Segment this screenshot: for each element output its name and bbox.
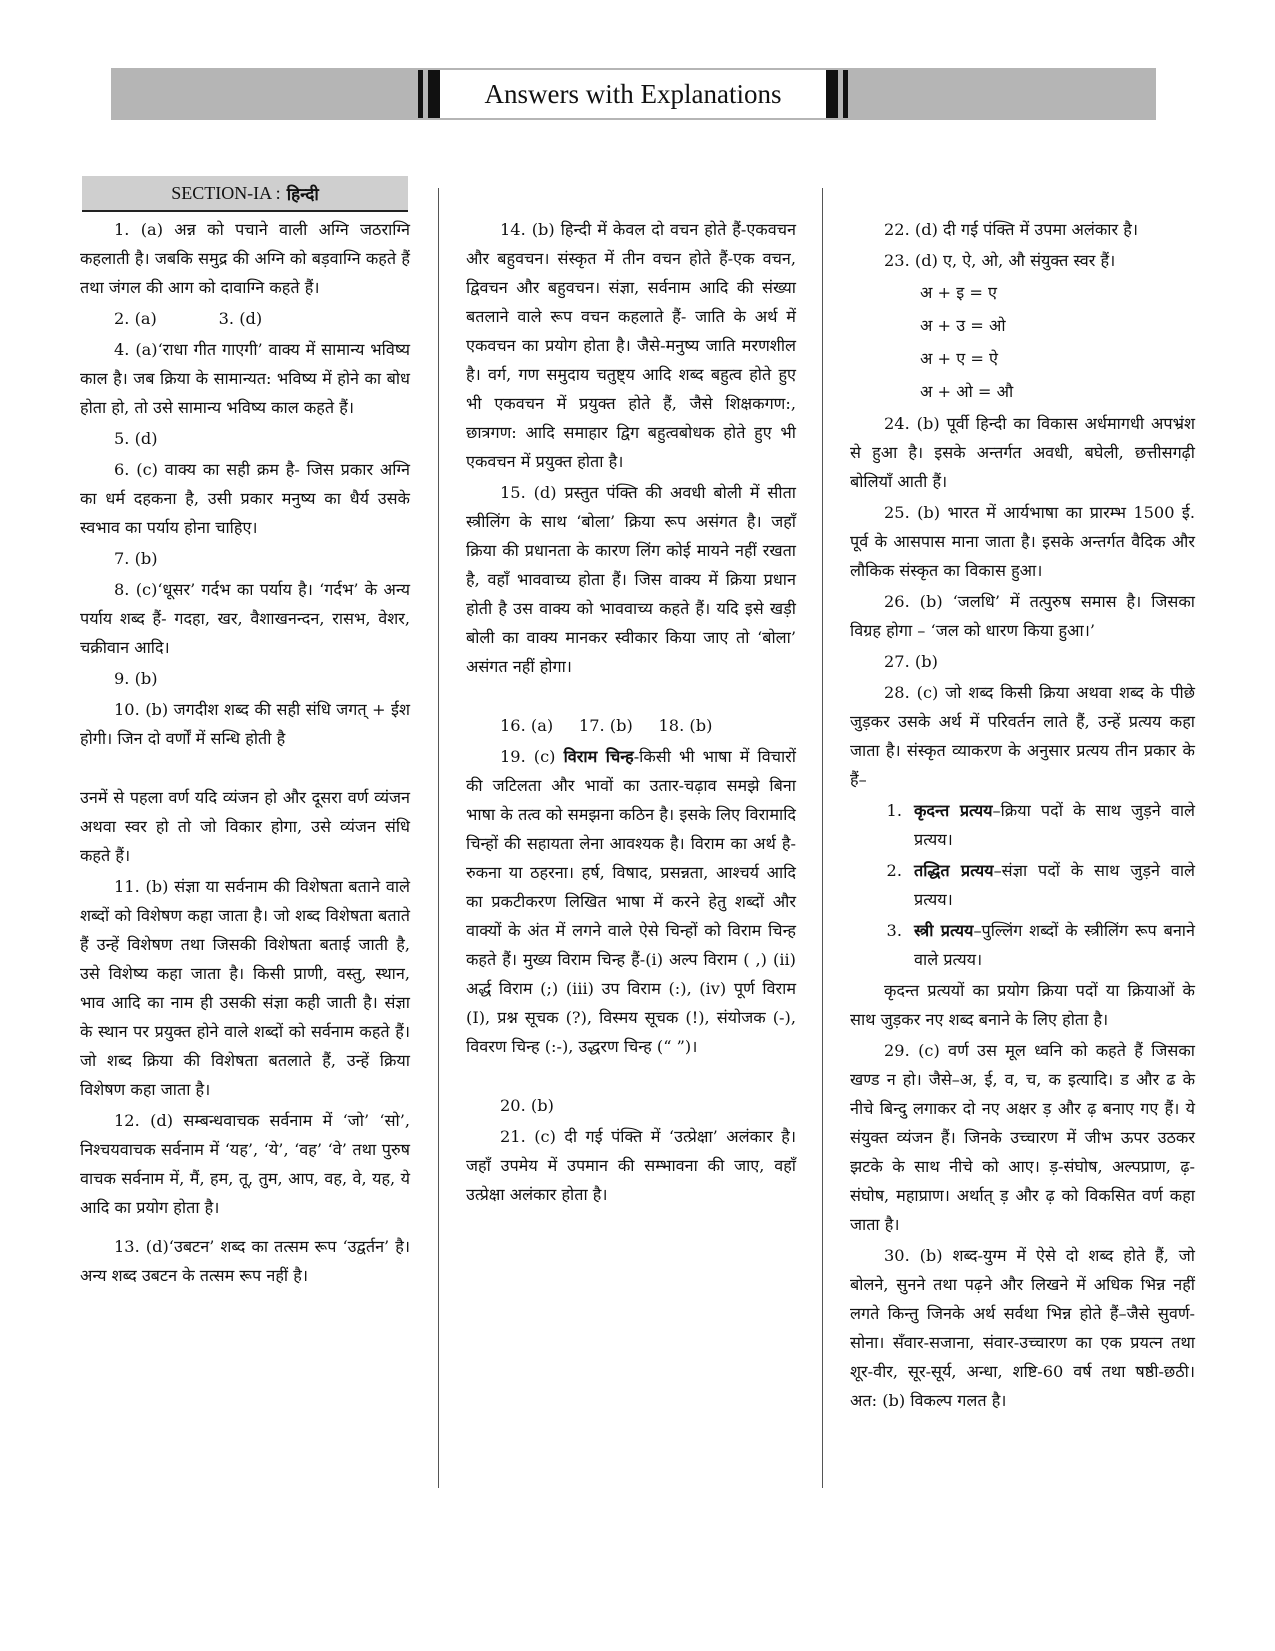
- column-divider-1: [438, 188, 439, 1488]
- answer-19-term: विराम चिन्ह: [563, 747, 634, 766]
- answer-16-18: 16. (a) 17. (b) 18. (b): [500, 716, 713, 735]
- list-num: 1.: [886, 801, 902, 820]
- list-num: 3.: [886, 921, 902, 940]
- section-name: हिन्दी: [286, 184, 319, 205]
- column-2: [466, 215, 796, 1211]
- list-term: कृदन्त प्रत्यय: [914, 801, 993, 820]
- column-1: [80, 215, 410, 1292]
- answer-25: 25. (b) भारत में आर्यभाषा का प्रारम्भ 1500 ई. पूर्व के आसपास माना जाता है। इसके अन्तर्गत वैदिक और लौकिक संस्कृत का विकास हुआ।: [850, 503, 1195, 580]
- answer-1: 1. (a) अन्न को पचाने वाली अग्नि जठराग्नि कहलाती है। जबकि समुद्र की अग्नि को बड़वाग्नि कहते हैं तथा जंगल की आग को दावाग्नि कहते हैं।: [80, 220, 410, 297]
- answer-28-cont: कृदन्त प्रत्ययों का प्रयोग क्रिया पदों या क्रियाओं के साथ जुड़कर नए शब्द बनाने के लिए होता है।: [850, 981, 1195, 1029]
- vowel-sum-1: अ + इ = ए: [920, 283, 997, 302]
- answer-20: 20. (b): [500, 1096, 554, 1115]
- answer-4: 4. (a)‘राधा गीत गाएगी’ वाक्य में सामान्य भविष्य काल है। जब क्रिया के सामान्यत: भविष्य में होने का बोध होता हो, तो उसे सामान्य भविष्य काल कहते हैं।: [80, 340, 410, 417]
- list-num: 2.: [886, 861, 902, 880]
- answer-13: 13. (d)‘उबटन’ शब्द का तत्सम रूप ‘उद्वर्तन’ है। अन्य शब्द उबटन के तत्सम रूप नहीं है।: [80, 1237, 410, 1285]
- list-desc: –क्रिया पदों के साथ जुड़ने वाले प्रत्यय।: [914, 801, 1195, 849]
- vowel-sum-2: अ + उ = ओ: [920, 316, 1006, 335]
- answer-15: 15. (d) प्रस्तुत पंक्ति की अवधी बोली में सीता स्त्रीलिंग के साथ ‘बोला’ क्रिया रूप असंगत है। जहाँ क्रिया की प्रधानता के कारण लिंग कोई मायने नहीं रखता है, वहाँ भाववाच्य होता हैं। जिस वाक्य में क्रिया प्रधान होती है उस वाक्य को भाववाच्य कहते हैं। यदि इसे खड़ी बोली का वाक्य मानकर स्वीकार किया जाए तो ‘बोला’ असंगत नहीं होगा।: [466, 483, 796, 676]
- answer-5: 5. (d): [114, 429, 158, 448]
- vowel-sum-3: अ + ए = ऐ: [920, 349, 998, 368]
- answer-22: 22. (d) दी गई पंक्ति में उपमा अलंकार है।: [884, 220, 1138, 239]
- answer-8: 8. (c)‘धूसर’ गर्दभ का पर्याय है। ‘गर्दभ’ के अन्य पर्याय शब्द हैं- गदहा, खर, वैशाखनन्दन, रासभ, वेशर, चक्रीवान आदि।: [80, 580, 410, 657]
- answer-12: 12. (d) सम्बन्धवाचक सर्वनाम में ‘जो’ ‘सो’, निश्चयवाचक सर्वनाम में ‘यह’, ‘ये’, ‘वह’ ‘वे’ तथा पुरुष वाचक सर्वनाम में, मैं, हम, तू, तुम, आप, वह, वे, यह, ये आदि का प्रयोग होता है।: [80, 1111, 410, 1217]
- answer-7: 7. (b): [114, 549, 158, 568]
- answer-28: 28. (c) जो शब्द किसी क्रिया अथवा शब्द के पीछे जुड़कर उसके अर्थ में परिवर्तन लाते हैं, उन्हें प्रत्यय कहा जाता है। संस्कृत व्याकरण के अनुसार प्रत्यय तीन प्रकार के हैं–: [850, 683, 1195, 789]
- section-heading: [82, 176, 408, 212]
- answer-6: 6. (c) वाक्य का सही क्रम है- जिस प्रकार अग्नि का धर्म दहकना है, उसी प्रकार मनुष्य का धैर्य उसके स्वभाव का पर्याय होना चाहिए।: [80, 460, 410, 537]
- answer-11: 11. (b) संज्ञा या सर्वनाम की विशेषता बताने वाले शब्दों को विशेषण कहा जाता है। जो शब्द विशेषता बताते हैं उन्हें विशेषण तथा जिसकी विशेषता बताई जाती है, उसे विशेष्य कहा जाता है। किसी प्राणी, वस्तु, स्थान, भाव आदि का नाम ही उसकी संज्ञा कही जाती है। संज्ञा के स्थान पर प्रयुक्त होने वाले शब्दों को सर्वनाम कहते हैं। जो शब्द क्रिया की विशेषता बतलाते हैं, उन्हें क्रिया विशेषण कहा जाता है।: [80, 877, 410, 1099]
- vowel-sum-4: अ + ओ = औ: [920, 382, 1014, 401]
- column-3: [850, 215, 1195, 1417]
- list-term: तद्धित प्रत्यय: [914, 861, 994, 880]
- answer-19: [466, 742, 796, 1061]
- list-desc: –संज्ञा पदों के साथ जुड़ने वाले प्रत्यय।: [914, 861, 1195, 909]
- answer-23: 23. (d) ए, ऐ, ओ, औ संयुक्त स्वर हैं।: [884, 251, 1116, 270]
- answer-19-lead: 19. (c): [500, 747, 564, 766]
- page-title: Answers with Explanations: [484, 78, 782, 109]
- list-desc: –पुल्लिंग शब्दों के स्त्रीलिंग रूप बनाने वाले प्रत्यय।: [914, 921, 1195, 969]
- suffix-type-3: [850, 916, 1195, 974]
- answer-19-text: -किसी भी भाषा में विचारों की जटिलता और भावों का उतार-चढ़ाव समझे बिना भाषा के तत्व को समझना कठिन है। इसके लिए विरामादि चिन्हों की सहायता लेना आवश्यक है। विराम का अर्थ है-रुकना या ठहरना। हर्ष, विषाद, प्रसन्नता, आश्चर्य आदि का प्रकटीकरण लिखित भाषा में करने हेतु शब्दों और वाक्यों के अंत में लगने वाले ऐसे चिन्हों को विराम चिन्ह कहते हैं। मुख्य विराम चिन्ह हैं-(i) अल्प विराम ( ,) (ii) अर्द्ध विराम (;) (iii) उप विराम (:), (iv) पूर्ण विराम (I), प्रश्न सूचक (?), विस्मय सूचक (!), संयोजक (-), विवरण चिन्ह (:-), उद्धरण चिन्ह (“ ”)।: [466, 747, 796, 1056]
- list-term: स्त्री प्रत्यय: [914, 921, 974, 940]
- answer-9: 9. (b): [114, 669, 158, 688]
- answer-27: 27. (b): [884, 652, 938, 671]
- suffix-type-1: [850, 796, 1195, 854]
- answer-24: 24. (b) पूर्वी हिन्दी का विकास अर्धमागधी अपभ्रंश से हुआ है। इसके अन्तर्गत अवधी, बघेली, छत्तीसगढ़ी बोलियाँ आती हैं।: [850, 414, 1195, 491]
- section-prefix: SECTION-IA :: [171, 182, 281, 203]
- header-title-box: [428, 70, 838, 118]
- answer-21: 21. (c) दी गई पंक्ति में ‘उत्प्रेक्षा’ अलंकार है। जहाँ उपमेय में उपमान की सम्भावना की जाए, वहाँ उत्प्रेक्षा अलंकार होता है।: [466, 1127, 796, 1204]
- answer-10-cont: उनमें से पहला वर्ण यदि व्यंजन हो और दूसरा वर्ण व्यंजन अथवा स्वर हो तो जो विकार होगा, उसे व्यंजन संधि कहते हैं।: [80, 788, 410, 865]
- answer-10: 10. (b) जगदीश शब्द की सही संधि जगत् + ईश होगी। जिन दो वर्णों में सन्धि होती है: [80, 700, 410, 748]
- answer-2-3: 2. (a) 3. (d): [114, 309, 263, 328]
- answer-30: 30. (b) शब्द-युग्म में ऐसे दो शब्द होते हैं, जो बोलने, सुनने तथा पढ़ने और लिखने में अधिक भिन्न नहीं लगते किन्तु जिनके अर्थ सर्वथा भिन्न होते हैं–जैसे सुवर्ण-सोना। सँवार-सजाना, संवार-उच्चारण का एक प्रयत्न तथा शूर-वीर, सूर-सूर्य, अन्धा, शष्टि-60 वर्ष तथा षष्ठी-छठी। अत: (b) विकल्प गलत है।: [850, 1246, 1195, 1410]
- suffix-type-2: [850, 856, 1195, 914]
- answer-14: 14. (b) हिन्दी में केवल दो वचन होते हैं-एकवचन और बहुवचन। संस्कृत में तीन वचन होते हैं-एक वचन, द्विवचन और बहुवचन। संज्ञा, सर्वनाम आदि की संख्या बतलाने वाले रूप वचन कहलाते हैं- जाति के अर्थ में एकवचन का प्रयोग होता है। जैसे-मनुष्य जाति मरणशील है। वर्ग, गण समुदाय चतुष्ट्य आदि शब्द बहुत्व होते हुए भी एकवचन में प्रयुक्त होते हैं, जैसे शिक्षकगण:, छात्रगण: आदि समाहार द्विग बहुत्वबोधक होते हुए भी एकवचन में प्रयुक्त होता है।: [466, 220, 796, 471]
- column-divider-2: [822, 188, 823, 1488]
- answer-29: 29. (c) वर्ण उस मूल ध्वनि को कहते हैं जिसका खण्ड न हो। जैसे–अ, ई, व, च, क इत्यादि। ड और ढ के नीचे बिन्दु लगाकर दो नए अक्षर ड़ और ढ़ बनाए गए हैं। ये संयुक्त व्यंजन हैं। जिनके उच्चारण में जीभ ऊपर उठकर झटके के साथ नीचे को आए। ड़-संघोष, अल्पप्राण, ढ़-संघोष, महाप्राण। अर्थात् ड़ और ढ़ को विकसित वर्ण कहा जाता है।: [850, 1041, 1195, 1234]
- answer-26: 26. (b) ‘जलधि’ में तत्पुरुष समास है। जिसका विग्रह होगा – ‘जल को धारण किया हुआ।’: [850, 592, 1195, 640]
